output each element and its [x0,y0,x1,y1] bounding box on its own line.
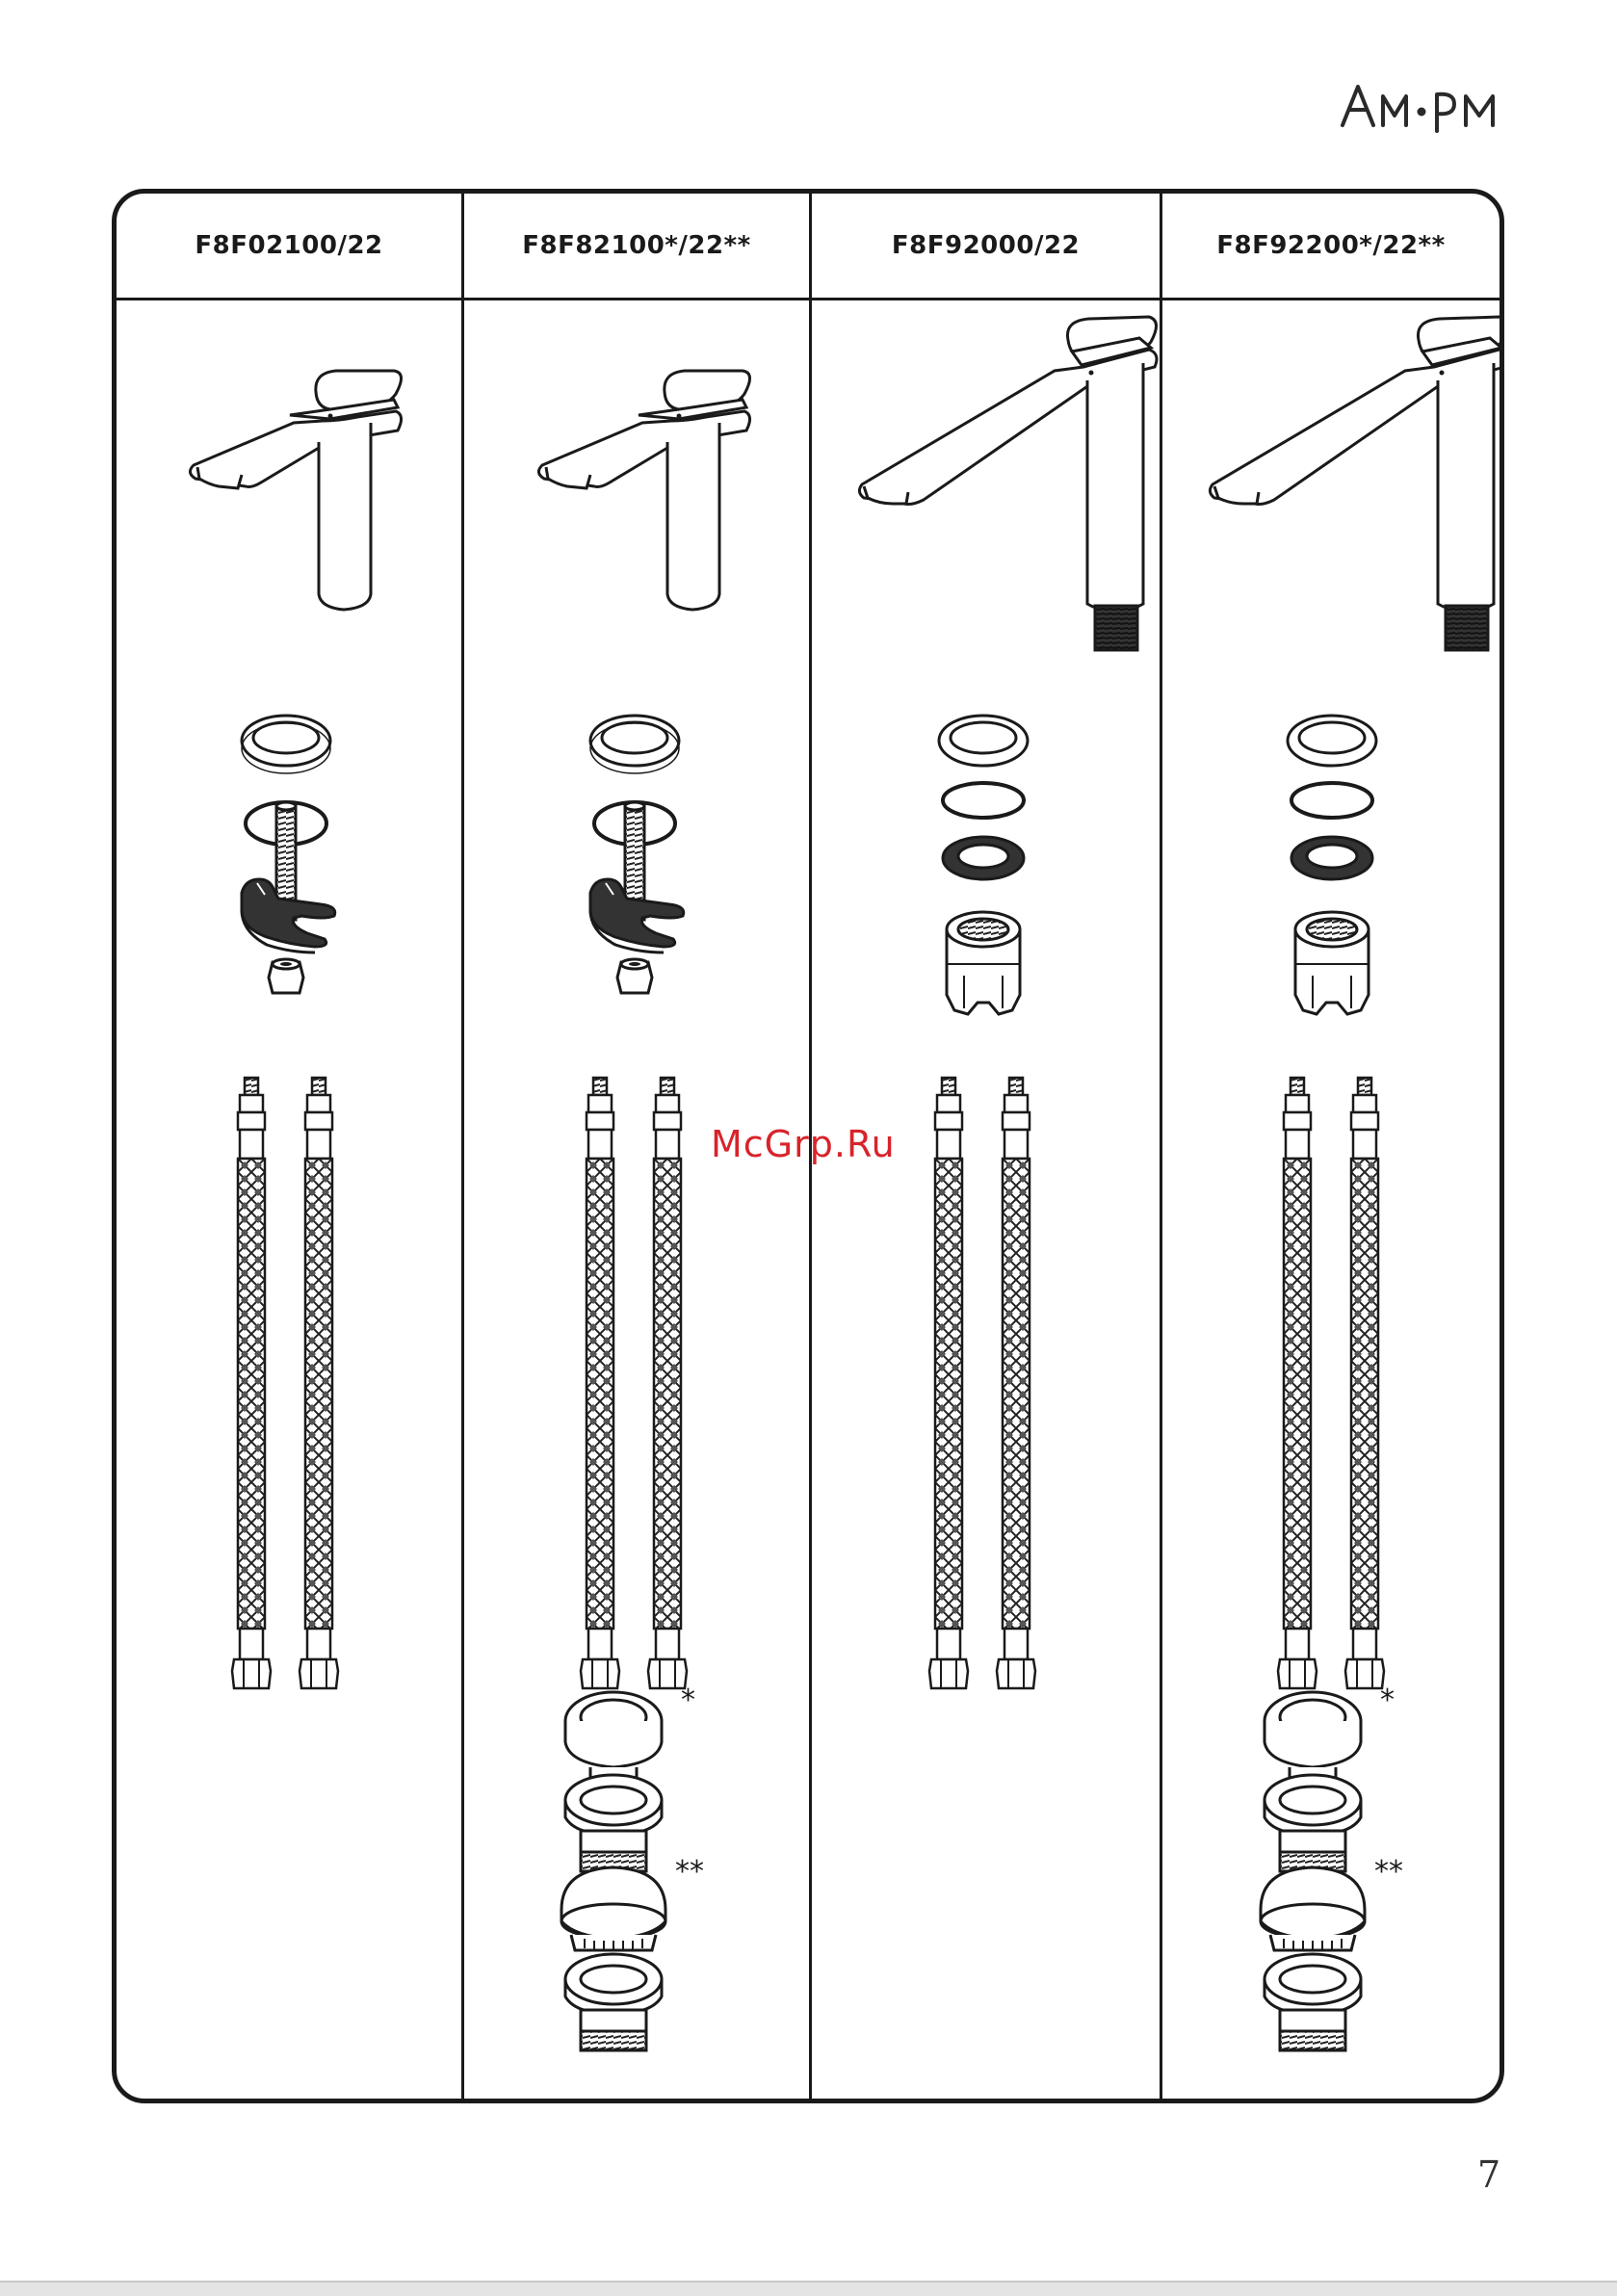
braided-hose [1278,1078,1317,1688]
marker-single-asterisk: * [681,1683,695,1717]
braided-hose [648,1078,687,1688]
page-number: 7 [1477,2153,1501,2196]
braided-hose [997,1078,1035,1688]
braided-hose [232,1078,271,1688]
faucet-short-drawing [190,371,401,610]
pop-up-waste [561,1867,665,2050]
faucet-tall-drawing [1210,317,1500,650]
faucet-short-drawing [538,371,749,610]
brand-logo [1337,75,1510,143]
click-clack-waste [565,1692,662,1871]
braided-hose [581,1078,619,1688]
nut-fixing-set [939,716,1028,1014]
watermark: McGrp.Ru [711,1123,896,1165]
column-header-1: F8F02100/22 [195,231,383,260]
stud-fixing-set [242,716,335,993]
marker-double-asterisk: ** [1374,1855,1403,1889]
stud-fixing-set [590,716,684,993]
column-header-2: F8F82100*/22** [522,231,751,260]
braided-hose [929,1078,968,1688]
column-header-3: F8F92000/22 [891,231,1081,260]
faucet-tall-drawing [859,317,1157,650]
column-header-4: F8F92200*/22** [1216,231,1446,260]
nut-fixing-set [1288,716,1376,1014]
braided-hose [300,1078,338,1688]
marker-single-asterisk: * [1380,1683,1395,1717]
click-clack-waste [1265,1692,1361,1871]
pop-up-waste [1261,1867,1365,2050]
marker-double-asterisk: ** [675,1855,704,1889]
braided-hose [1345,1078,1384,1688]
